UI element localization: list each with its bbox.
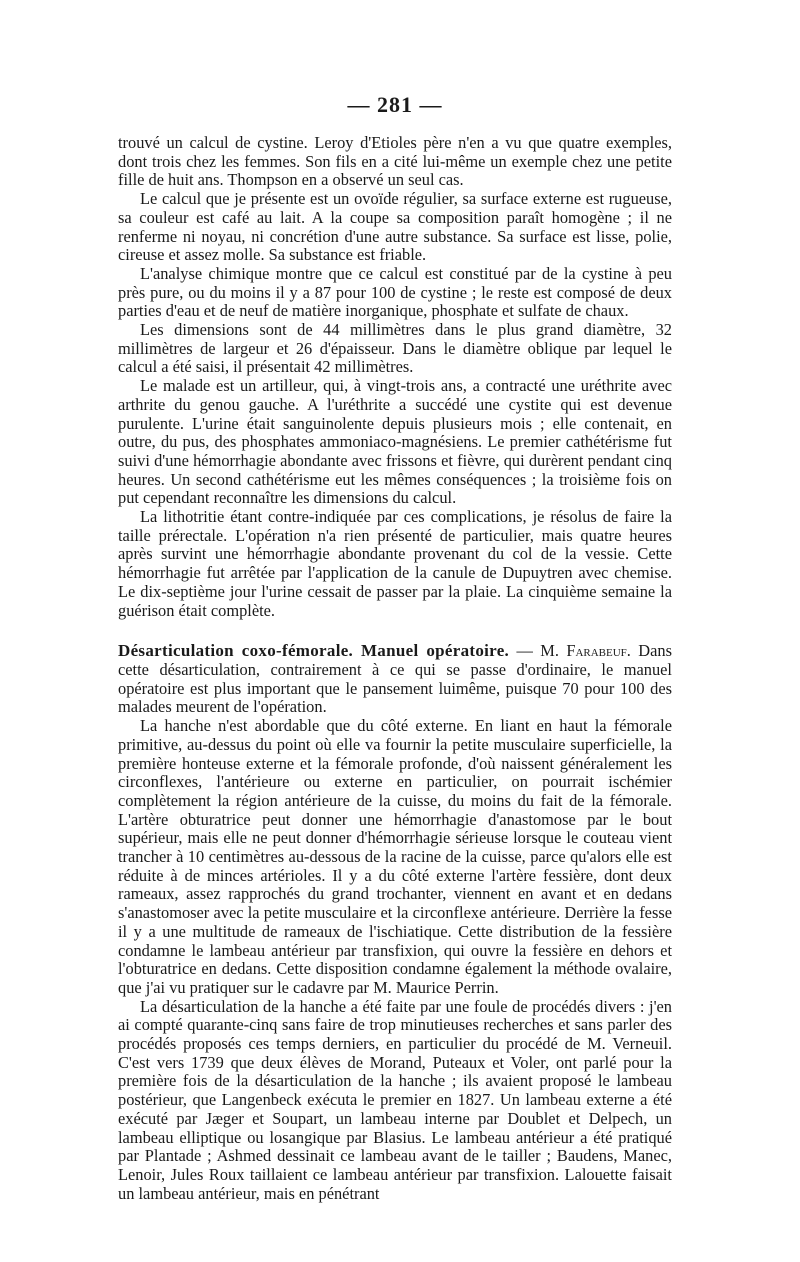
paragraph: Les dimensions sont de 44 millimètres dans le plus grand diamètre, 32 millimètres de largeur et 26 d'épaisseur. Dans le diamètre oblique par lequel le calcul a été saisi, il présentait 42 millimètres.	[118, 320, 672, 377]
page-number: — 281 —	[347, 92, 443, 117]
paragraph: Le malade est un artilleur, qui, à vingt-trois ans, a contracté une uréthrite avec arthrite du genou gauche. A l'uréthrite a succédé une cystite qui est devenue purulente. L'urine était sanguinolente depuis plusieurs mois ; elle contenait, en outre, du pus, des phosphates ammoniaco-magnésiens. Le premier cathétérisme fut suivi d'une hémorrhagie abondante avec frissons et fièvre, qui durèrent pendant cinq heures. Un second cathétérisme eut les mêmes conséquences ; la troisième fois on put cependant reconnaître les dimensions du calcul.	[118, 376, 672, 508]
paragraph: La lithotritie étant contre-indiquée par ces complications, je résolus de faire la taille prérectale. L'opération n'a rien présenté de particulier, mais quatre heures après survint une hémorrhagie abondante provenant du col de la vessie. Cette hémorrhagie fut arrêtée par l'application de la canule de Dupuytren avec chemise. Le dix-septième jour l'urine cessait de passer par la plaie. La cinquième semaine la guérison était complète.	[118, 507, 672, 620]
section-author: M. Farabeuf.	[540, 641, 631, 661]
section-title: Désarticulation coxo-fémorale. Manuel opératoire.	[118, 641, 510, 661]
section	[118, 642, 672, 1203]
paragraph: L'analyse chimique montre que ce calcul est constitué par de la cystine à peu près pure, ou du moins il y a 87 pour 100 de cystine ; le reste est composé de deux parties d'eau et de neuf de matière inorganique, phosphate et sulfate de chaux.	[118, 263, 672, 321]
paragraph: La désarticulation de la hanche a été faite par une foule de procédés divers : j'en ai compté quarante-cinq sans faire de trop minutieuses recherches et sans parler des procédés proposés ces temps derniers, en particulier du procédé de M. Verneuil. C'est vers 1739 que deux élèves de Morand, Puteaux et Voler, ont parlé pour la première fois de la désarticulation de la hanche ; ils avaient proposé le lambeau postérieur, que Langenbeck exécuta le premier en 1827. Un lambeau externe a été exécuté par Jæger et Soupart, un lambeau interne par Doublet et Delpech, un lambeau elliptique ou losangique par Blasius. Le lambeau antérieur a été pratiqué par Plantade ; Ashmed dessinait ce lambeau avant de le tailler ; Baudens, Manec, Lenoir, Jules Roux taillaient ce lambeau antérieur par transfixion. Lalouette faisait un lambeau antérieur, mais en pénétrant	[118, 996, 672, 1203]
paragraph: La hanche n'est abordable que du côté externe. En liant en haut la fémorale primitive, au-dessus du point où elle va fournir la petite musculaire superficielle, la première honteuse externe et la fémorale profonde, d'où naissent généralement les circonflexes, l'antérieure ou externe en particulier, on pourrait ischémier complètement la région antérieure de la cuisse, du moins du fait de la fémorale. L'artère obturatrice peut donner une hémorrhagie d'anastomose par le bout supérieur, mais elle ne peut donner d'hémorrhagie sérieuse lorsque le couteau vient trancher à 10 centimètres au-dessous de la racine de la cuisse, parce qu'alors elle est réduite à de minces artérioles. Il y a du côté externe l'artère fessière, dont deux rameaux, assez rapprochés du grand trochanter, viennent en avant et en dedans s'anastomoser avec la petite musculaire et la circonflexe antérieure. Derrière la fesse il y a une multitude de rameaux de l'ischiatique. Cette distribution de la fessière condamne le lambeau antérieur par transfixion, qui ouvre la fessière en dehors et l'obturatrice en dedans. Cette disposition condamne également la méthode ovalaire, que j'ai vu pratiquer sur le cadavre par M. Maurice Perrin.	[118, 716, 672, 997]
paragraph: Le calcul que je présente est un ovoïde régulier, sa surface externe est rugueuse, sa couleur est café au lait. A la coupe sa composition paraît homogène ; il ne renferme ni noyau, ni concrétion d'une autre substance. Sa surface est lisse, polie, cireuse et assez molle. Sa substance est friable.	[118, 189, 672, 265]
section-dash: —	[509, 641, 541, 661]
section-lead-text: Dans cette désarticulation, contrairement à ce qui se passe d'ordinaire, le manuel opératoire est plus important que le pansement luimême, puisque 70 pour 100 des malades meurent de l'opération.	[118, 641, 672, 717]
section-lead-paragraph	[118, 642, 672, 717]
paragraph: trouvé un calcul de cystine. Leroy d'Etioles père n'en a vu que quatre exemples, dont trois chez les femmes. Son fils en a cité lui-même un exemple chez une petite fille de huit ans. Thompson en a observé un seul cas.	[118, 133, 672, 190]
